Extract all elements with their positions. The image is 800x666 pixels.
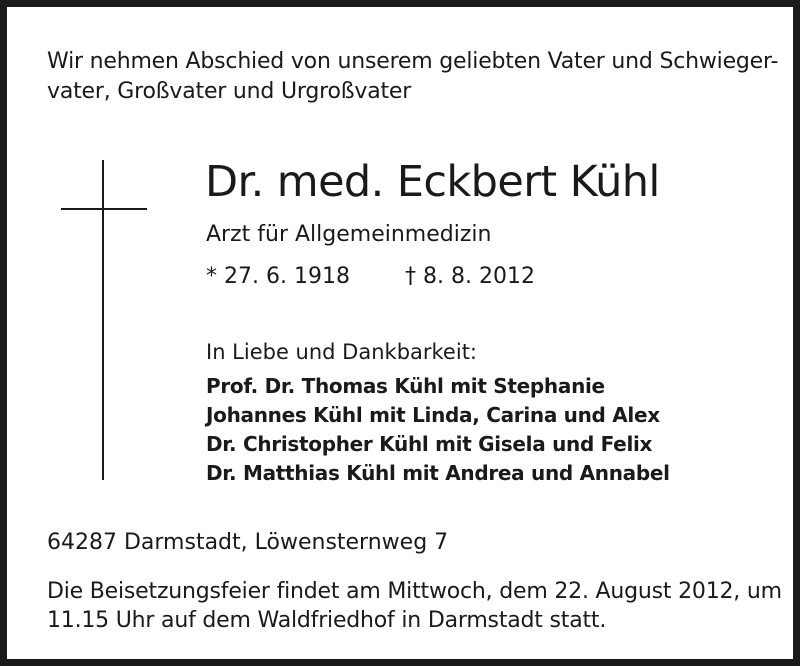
death-date: † 8. 8. 2012 bbox=[405, 264, 535, 289]
funeral-notice bbox=[47, 577, 782, 635]
family-member: Dr. Christopher Kühl mit Gisela und Felix bbox=[206, 432, 653, 456]
deceased-name: Dr. med. Eckbert Kühl bbox=[205, 157, 660, 207]
mourning-text: In Liebe und Dankbarkeit: bbox=[206, 340, 478, 364]
funeral-line-2: 11.15 Uhr auf dem Waldfriedhof in Darmstadt statt. bbox=[47, 608, 607, 633]
intro-line-1: Wir nehmen Abschied von unserem geliebten Vater und Schwieger- bbox=[47, 49, 779, 74]
family-member: Johannes Kühl mit Linda, Carina und Alex bbox=[206, 403, 660, 427]
address: 64287 Darmstadt, Löwensternweg 7 bbox=[47, 530, 449, 555]
birth-date: * 27. 6. 1918 bbox=[206, 264, 350, 289]
intro-text bbox=[47, 47, 777, 107]
deceased-profession: Arzt für Allgemeinmedizin bbox=[206, 222, 492, 247]
family-member: Dr. Matthias Kühl mit Andrea und Annabel bbox=[206, 461, 670, 485]
family-member: Prof. Dr. Thomas Kühl mit Stephanie bbox=[206, 374, 605, 398]
funeral-line-1: Die Beisetzungsfeier findet am Mittwoch, dem 22. August 2012, um bbox=[47, 579, 782, 604]
intro-line-2: vater, Großvater und Urgroßvater bbox=[47, 79, 412, 104]
family-list bbox=[206, 372, 670, 488]
cross-horizontal-bar bbox=[61, 208, 147, 210]
